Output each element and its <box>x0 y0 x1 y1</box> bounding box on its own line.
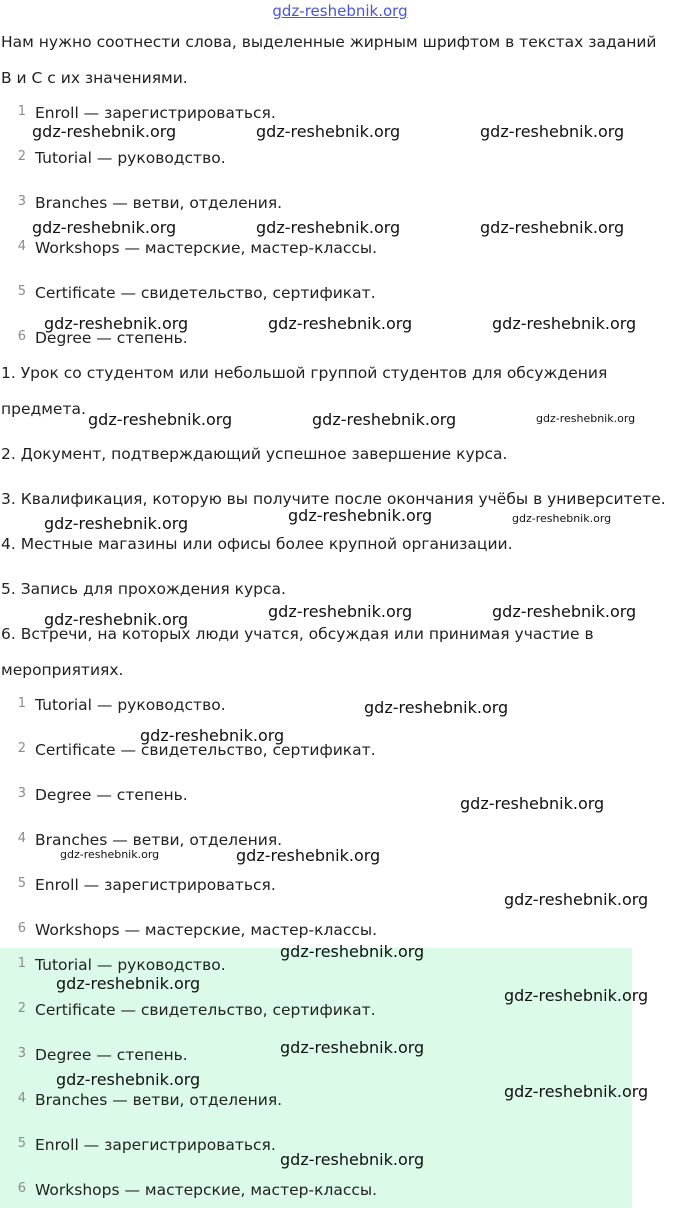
item-text: Workshops — мастерские, мастер-классы. <box>35 1181 378 1199</box>
item-text: Branches — ветви, отделения. <box>35 1091 283 1109</box>
item-text: Enroll — зарегистрироваться. <box>35 104 276 122</box>
watermark: gdz-reshebnik.org <box>460 794 605 813</box>
definition-line: 6. Встречи, на которых люди учатся, обсуждая или принимая участие в <box>1 625 594 643</box>
item-number: 2 <box>17 149 26 164</box>
watermark: gdz-reshebnik.org <box>88 410 233 429</box>
watermark: gdz-reshebnik.org <box>32 218 177 237</box>
watermark: gdz-reshebnik.org <box>44 314 189 333</box>
definition-line: 3. Квалификация, которую вы получите после окончания учёбы в университете. <box>1 490 666 508</box>
item-number: 5 <box>17 284 26 299</box>
item-text: Tutorial — руководство. <box>35 149 226 167</box>
watermark: gdz-reshebnik.org <box>44 610 189 629</box>
watermark: gdz-reshebnik.org <box>504 1082 649 1101</box>
definition-line: 4. Местные магазины или офисы более крупной организации. <box>1 535 513 553</box>
intro-line-1: Нам нужно соотнести слова, выделенные жирным шрифтом в текстах заданий <box>1 33 657 51</box>
watermark: gdz-reshebnik.org <box>480 218 625 237</box>
item-number: 2 <box>17 1001 26 1016</box>
watermark: gdz-reshebnik.org <box>536 412 636 425</box>
watermark: gdz-reshebnik.org <box>256 122 401 141</box>
watermark: gdz-reshebnik.org <box>492 314 637 333</box>
item-number: 3 <box>17 194 26 209</box>
item-text: Workshops — мастерские, мастер-классы. <box>35 239 378 257</box>
item-number: 4 <box>17 831 26 846</box>
watermark: gdz-reshebnik.org <box>364 698 509 717</box>
watermark: gdz-reshebnik.org <box>280 942 425 961</box>
watermark: gdz-reshebnik.org <box>140 726 285 745</box>
watermark: gdz-reshebnik.org <box>236 846 381 865</box>
watermark: gdz-reshebnik.org <box>32 122 177 141</box>
item-number: 6 <box>17 1181 26 1196</box>
item-text: Workshops — мастерские, мастер-классы. <box>35 921 378 939</box>
item-text: Enroll — зарегистрироваться. <box>35 876 276 894</box>
item-text: Enroll — зарегистрироваться. <box>35 1136 276 1154</box>
item-text: Branches — ветви, отделения. <box>35 194 283 212</box>
item-number: 5 <box>17 876 26 891</box>
item-number: 2 <box>17 741 26 756</box>
watermark: gdz-reshebnik.org <box>504 986 649 1005</box>
watermark: gdz-reshebnik.org <box>280 1038 425 1057</box>
item-text: Degree — степень. <box>35 786 188 804</box>
watermark: gdz-reshebnik.org <box>268 314 413 333</box>
watermark: gdz-reshebnik.org <box>492 602 637 621</box>
item-text: Certificate — свидетельство, сертификат. <box>35 741 376 759</box>
item-number: 4 <box>17 1091 26 1106</box>
watermark: gdz-reshebnik.org <box>280 1150 425 1169</box>
item-number: 5 <box>17 1136 26 1151</box>
definition-line: 1. Урок со студентом или небольшой группой студентов для обсуждения <box>1 364 608 382</box>
item-text: Certificate — свидетельство, сертификат. <box>35 1001 376 1019</box>
item-number: 1 <box>17 956 26 971</box>
watermark: gdz-reshebnik.org <box>60 848 160 861</box>
watermark: gdz-reshebnik.org <box>56 1070 201 1089</box>
watermark: gdz-reshebnik.org <box>288 506 433 525</box>
top-watermark-link[interactable]: gdz-reshebnik.org <box>272 2 408 20</box>
definition-line: предмета. <box>1 400 86 418</box>
definition-line: мероприятиях. <box>1 661 124 679</box>
watermark: gdz-reshebnik.org <box>512 512 612 525</box>
watermark: gdz-reshebnik.org <box>56 974 201 993</box>
watermark: gdz-reshebnik.org <box>44 514 189 533</box>
item-text: Tutorial — руководство. <box>35 696 226 714</box>
item-number: 1 <box>17 104 26 119</box>
item-text: Degree — степень. <box>35 1046 188 1064</box>
intro-line-2: В и С с их значениями. <box>1 69 188 87</box>
item-text: Tutorial — руководство. <box>35 956 226 974</box>
definition-line: 2. Документ, подтверждающий успешное завершение курса. <box>1 445 508 463</box>
watermark: gdz-reshebnik.org <box>312 410 457 429</box>
watermark: gdz-reshebnik.org <box>480 122 625 141</box>
watermark: gdz-reshebnik.org <box>268 602 413 621</box>
watermark: gdz-reshebnik.org <box>504 890 649 909</box>
item-number: 4 <box>17 239 26 254</box>
item-number: 1 <box>17 696 26 711</box>
item-text: Certificate — свидетельство, сертификат. <box>35 284 376 302</box>
item-text: Degree — степень. <box>35 329 188 347</box>
item-number: 6 <box>17 329 26 344</box>
watermark: gdz-reshebnik.org <box>256 218 401 237</box>
definition-line: 5. Запись для прохождения курса. <box>1 580 286 598</box>
item-number: 6 <box>17 921 26 936</box>
item-number: 3 <box>17 786 26 801</box>
item-text: Branches — ветви, отделения. <box>35 831 283 849</box>
item-number: 3 <box>17 1046 26 1061</box>
